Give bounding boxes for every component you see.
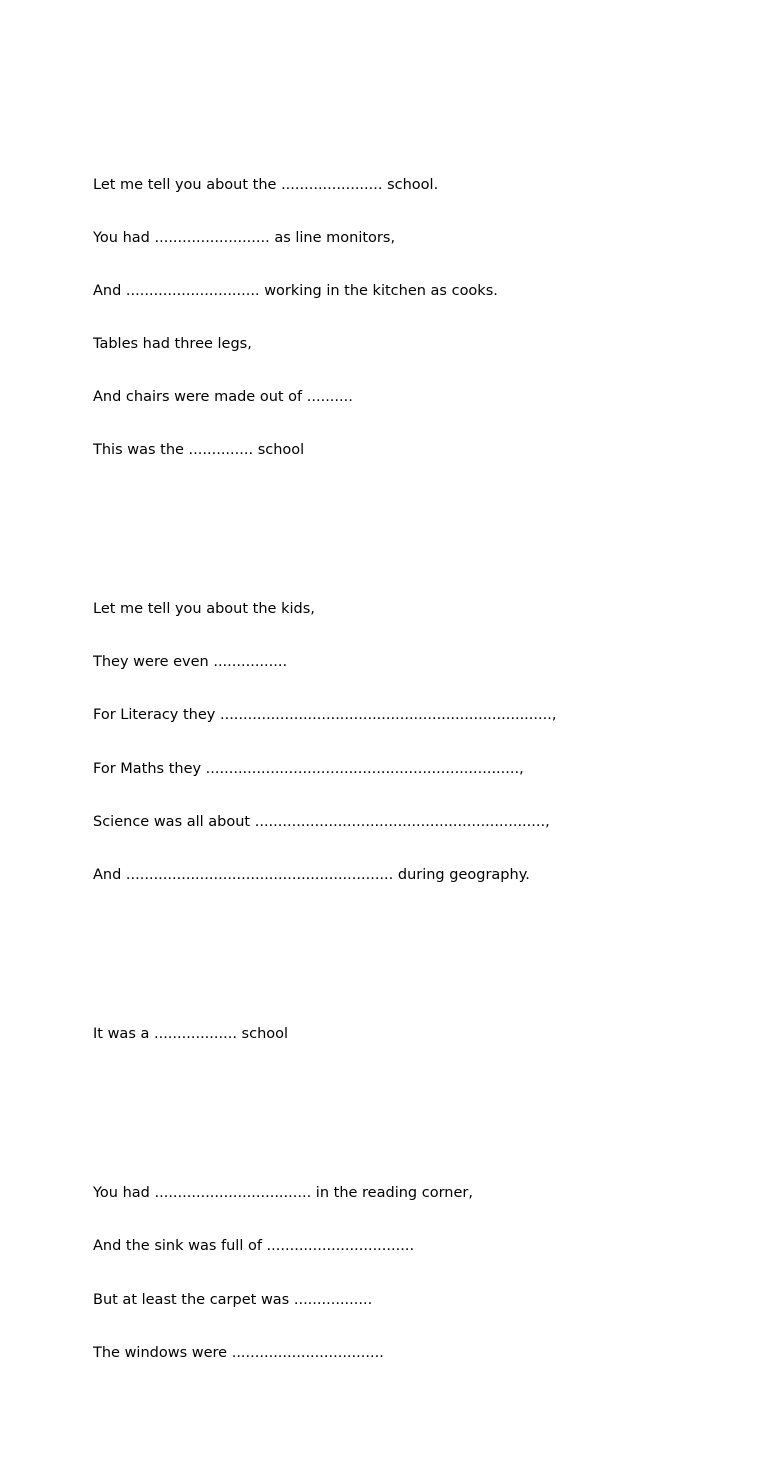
stanza-2	[93, 566, 733, 920]
poem-line: And ............................. working in the kitchen as cooks.	[93, 282, 498, 299]
poem-line: You had .................................. in the reading corner,	[93, 1185, 473, 1202]
poem-line: The windows were .................................	[93, 1344, 384, 1361]
poem-line: Let me tell you about the kids,	[93, 601, 315, 618]
poem-line: For Literacy they ........................................................................,	[93, 707, 557, 724]
poem-line: Tables had three legs,	[93, 335, 252, 352]
poem-line: And the sink was full of ................................	[93, 1238, 415, 1255]
poem-line: You had ......................... as line monitors,	[93, 229, 396, 246]
poem-line: It was a .................. school	[93, 1026, 289, 1043]
stanza-4	[93, 1150, 733, 1398]
poem-line: And chairs were made out of ..........	[93, 388, 353, 405]
poem-line: Science was all about ...............................................................,	[93, 813, 550, 830]
poem-line: They were even ................	[93, 654, 288, 671]
poem-line: Let me tell you about the ...................... school.	[93, 176, 439, 193]
poem-text	[93, 88, 733, 1469]
stanza-3	[93, 991, 733, 1080]
poem-line: And .......................................................... during geography.	[93, 866, 530, 883]
poem-line: But at least the carpet was .................	[93, 1291, 373, 1308]
stanza-1	[93, 141, 733, 495]
poem-line: This was the .............. school	[93, 441, 305, 458]
poem-line: For Maths they ....................................................................,	[93, 760, 524, 777]
